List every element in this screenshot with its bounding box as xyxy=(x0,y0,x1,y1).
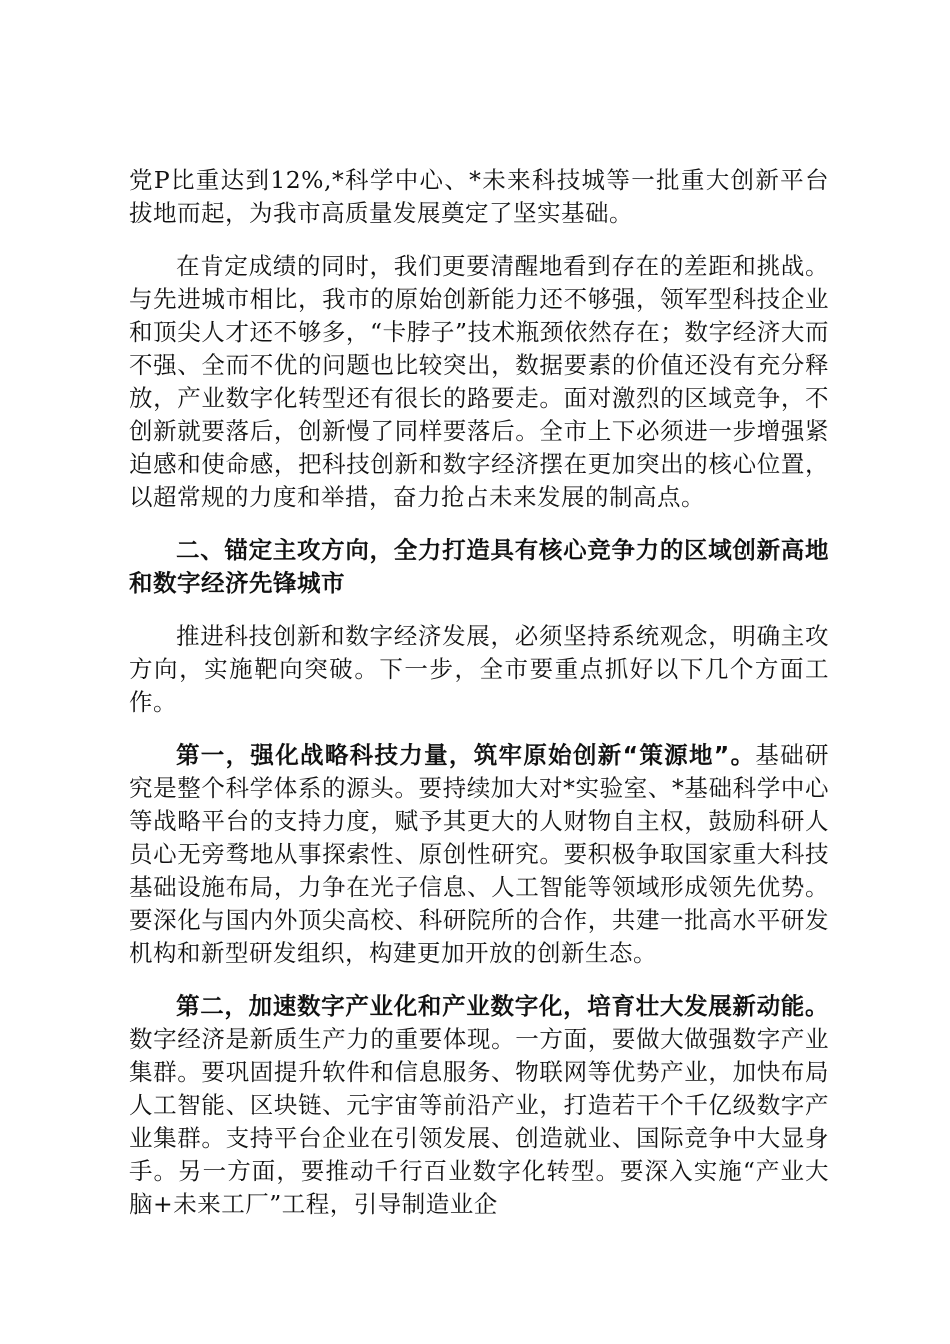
paragraph-continued: 党P比重达到12%,*科学中心、*未来科技城等一批重大创新平台拔地而起，为我市高质量发展奠定了坚实基础。 xyxy=(129,166,829,227)
second-point-lead: 第二，加速数字产业化和产业数字化，培育壮大发展新动能。 xyxy=(176,992,829,1020)
paragraph-second-point xyxy=(129,990,829,1221)
paragraph-challenges: 在肯定成绩的同时，我们更要清醒地看到存在的差距和挑战。与先进城市相比，我市的原始创新能力还不够强，领军型科技企业和顶尖人才还不够多，“卡脖子”技术瓶颈依然存在；数字经济大而不强、全而不优的问题也比较突出，数据要素的价值还没有充分释放，产业数字化转型还有很长的路要走。面对激烈的区域竞争，不创新就要落后，创新慢了同样要落后。全市上下必须进一步增强紧迫感和使命感，把科技创新和数字经济摆在更加突出的核心位置，以超常规的力度和举措，奋力抢占未来发展的制高点。 xyxy=(129,252,829,511)
first-point-body: 基础研究是整个科学体系的源头。要持续加大对*实验室、*基础科学中心等战略平台的支持力度，赋予其更大的人财物自主权，鼓励科研人员心无旁骛地从事探索性、原创性研究。要积极争取国家重大科技基础设施布局，力争在光子信息、人工智能等领域形成领先优势。要深化与国内外顶尖高校、科研院所的合作，共建一批高水平研发机构和新型研发组织，构建更加开放的创新生态。 xyxy=(129,741,829,967)
paragraph-intro: 推进科技创新和数字经济发展，必须坚持系统观念，明确主攻方向，实施靶向突破。下一步，全市要重点抓好以下几个方面工作。 xyxy=(129,622,829,716)
first-point-lead: 第一，强化战略科技力量，筑牢原始创新“策源地”。 xyxy=(176,741,756,769)
paragraph-first-point xyxy=(129,739,829,970)
section-heading-2: 二、锚定主攻方向，全力打造具有核心竞争力的区域创新高地和数字经济先锋城市 xyxy=(129,536,829,597)
document-page xyxy=(129,164,829,1241)
second-point-body: 数字经济是新质生产力的重要体现。一方面，要做大做强数字产业集群。要巩固提升软件和信息服务、物联网等优势产业，加快布局人工智能、区块链、元宇宙等前沿产业，打造若干个千亿级数字产业集群。支持平台企业在引领发展、创造就业、国际竞争中大显身手。另一方面，要推动千行百业数字化转型。要深入实施“产业大脑+未来工厂”工程，引导制造业企 xyxy=(129,1025,829,1218)
